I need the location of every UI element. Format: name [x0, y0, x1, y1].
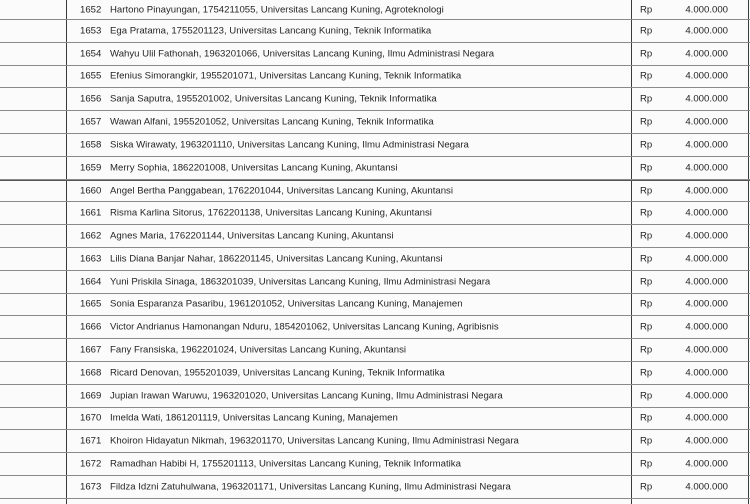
amount-value: 4.000.000 [685, 253, 728, 265]
amount-value: 4.000.000 [685, 93, 728, 105]
row-number: 1667 [80, 344, 102, 356]
table-row [0, 20, 750, 43]
row-number: 1658 [80, 139, 102, 151]
currency-label: Rp [640, 298, 653, 310]
recipient-description: Lilis Diana Banjar Nahar, 1862201145, Universitas Lancang Kuning, Akuntansi [110, 253, 443, 265]
recipient-description: Yuni Priskila Sinaga, 1863201039, Universitas Lancang Kuning, Ilmu Administrasi Negara [110, 276, 491, 288]
currency-label: Rp [640, 70, 653, 82]
table-row [0, 111, 750, 134]
recipient-description: Wawan Alfani, 1955201052, Universitas Lancang Kuning, Teknik Informatika [110, 116, 434, 128]
amount-value: 4.000.000 [685, 390, 728, 402]
row-number: 1654 [80, 48, 102, 60]
currency-label: Rp [640, 321, 653, 333]
row-number: 1670 [80, 412, 102, 424]
table-row [0, 316, 750, 339]
recipient-description: Merry Sophia, 1862201008, Universitas Lancang Kuning, Akuntansi [110, 162, 398, 174]
amount-value: 4.000.000 [685, 367, 728, 379]
currency-label: Rp [640, 412, 653, 424]
currency-label: Rp [640, 48, 653, 60]
row-number: 1672 [80, 458, 102, 470]
recipient-description: Ricard Denovan, 1955201039, Universitas Lancang Kuning, Teknik Informatika [110, 367, 445, 379]
table-row [0, 430, 750, 453]
currency-label: Rp [640, 458, 653, 470]
currency-label: Rp [640, 25, 653, 37]
amount-value: 4.000.000 [685, 4, 728, 15]
amount-value: 4.000.000 [685, 116, 728, 128]
recipient-description: Sanja Saputra, 1955201002, Universitas Lancang Kuning, Teknik Informatika [110, 93, 437, 105]
recipient-description: Siska Wirawaty, 1963201110, Universitas Lancang Kuning, Ilmu Administrasi Negara [110, 139, 469, 151]
recipient-description: Ramadhan Habibi H, 1755201113, Universitas Lancang Kuning, Teknik Informatika [110, 458, 461, 470]
currency-label: Rp [640, 435, 653, 447]
currency-label: Rp [640, 276, 653, 288]
row-number: 1663 [80, 253, 102, 265]
currency-label: Rp [640, 116, 653, 128]
amount-value: 4.000.000 [685, 48, 728, 60]
amount-value: 4.000.000 [685, 139, 728, 151]
row-number: 1657 [80, 116, 102, 128]
recipient-description: Imelda Wati, 1861201119, Universitas Lancang Kuning, Manajemen [110, 412, 398, 424]
table-row [0, 339, 750, 362]
recipient-description: Fildza Idzni Zatuhulwana, 1963201171, Universitas Lancang Kuning, Ilmu Administrasi Negara [110, 481, 511, 493]
amount-value: 4.000.000 [685, 435, 728, 447]
table-row [0, 294, 750, 317]
recipient-description: Efenius Simorangkir, 1955201071, Universitas Lancang Kuning, Teknik Informatika [110, 70, 462, 82]
row-number: 1655 [80, 70, 102, 82]
currency-label: Rp [640, 367, 653, 379]
amount-value: 4.000.000 [685, 162, 728, 174]
table-row [0, 248, 750, 271]
recipient-description: Victor Andrianus Hamonangan Nduru, 1854201062, Universitas Lancang Kuning, Agribisnis [110, 321, 499, 333]
recipient-description: Sonia Esparanza Pasaribu, 1961201052, Universitas Lancang Kuning, Manajemen [110, 298, 463, 310]
recipient-description: Fany Fransiska, 1962201024, Universitas Lancang Kuning, Akuntansi [110, 344, 406, 356]
amount-value: 4.000.000 [685, 412, 728, 424]
row-number: 1666 [80, 321, 102, 333]
row-number: 1673 [80, 481, 102, 493]
table-row [0, 385, 750, 408]
amount-value: 4.000.000 [685, 321, 728, 333]
table-row [0, 225, 750, 248]
row-number: 1665 [80, 298, 102, 310]
amount-value: 4.000.000 [685, 276, 728, 288]
recipient-description: Khoiron Hidayatun Nikmah, 1963201170, Universitas Lancang Kuning, Ilmu Administrasi Negara [110, 435, 519, 447]
table-row [0, 453, 750, 476]
recipient-description: Jupian Irawan Waruwu, 1963201020, Universitas Lancang Kuning, Ilmu Administrasi Negara [110, 390, 503, 402]
row-number: 1668 [80, 367, 102, 379]
row-number: 1664 [80, 276, 102, 288]
table-row [0, 134, 750, 157]
row-number: 1656 [80, 93, 102, 105]
row-number: 1661 [80, 207, 102, 219]
table-row [0, 362, 750, 385]
amount-value: 4.000.000 [685, 344, 728, 356]
amount-value: 4.000.000 [685, 458, 728, 470]
table-row [0, 88, 750, 111]
table-row [0, 157, 750, 180]
amount-value: 4.000.000 [685, 230, 728, 242]
currency-label: Rp [640, 4, 653, 15]
currency-label: Rp [640, 230, 653, 242]
row-number: 1662 [80, 230, 102, 242]
recipient-description: Hartono Pinayungan, 1754211055, Universitas Lancang Kuning, Agroteknologi [110, 4, 444, 15]
row-number: 1671 [80, 435, 102, 447]
amount-value: 4.000.000 [685, 70, 728, 82]
currency-label: Rp [640, 344, 653, 356]
amount-value: 4.000.000 [685, 25, 728, 37]
row-number: 1659 [80, 162, 102, 174]
table-row [0, 0, 750, 20]
currency-label: Rp [640, 185, 653, 197]
recipient-description: Risma Karlina Sitorus, 1762201138, Universitas Lancang Kuning, Akuntansi [110, 207, 432, 219]
row-number: 1660 [80, 185, 102, 197]
table-row [0, 43, 750, 66]
amount-value: 4.000.000 [685, 481, 728, 493]
recipient-description: Angel Bertha Panggabean, 1762201044, Universitas Lancang Kuning, Akuntansi [110, 185, 453, 197]
recipient-description: Agnes Maria, 1762201144, Universitas Lancang Kuning, Akuntansi [110, 230, 394, 242]
recipient-description: Wahyu Ulil Fathonah, 1963201066, Universitas Lancang Kuning, Ilmu Administrasi Negara [110, 48, 495, 60]
table-row [0, 66, 750, 89]
row-number: 1653 [80, 25, 102, 37]
table-row [0, 408, 750, 431]
row-number: 1652 [80, 4, 102, 15]
currency-label: Rp [640, 93, 653, 105]
currency-label: Rp [640, 390, 653, 402]
table-row [0, 202, 750, 225]
currency-label: Rp [640, 207, 653, 219]
row-number: 1669 [80, 390, 102, 402]
table-row [0, 180, 750, 203]
currency-label: Rp [640, 253, 653, 265]
table-row [0, 271, 750, 294]
table-row [0, 476, 750, 499]
recipient-description: Ega Pratama, 1755201123, Universitas Lancang Kuning, Teknik Informatika [110, 25, 432, 37]
amount-value: 4.000.000 [685, 185, 728, 197]
currency-label: Rp [640, 139, 653, 151]
amount-value: 4.000.000 [685, 207, 728, 219]
currency-label: Rp [640, 481, 653, 493]
currency-label: Rp [640, 162, 653, 174]
amount-value: 4.000.000 [685, 298, 728, 310]
